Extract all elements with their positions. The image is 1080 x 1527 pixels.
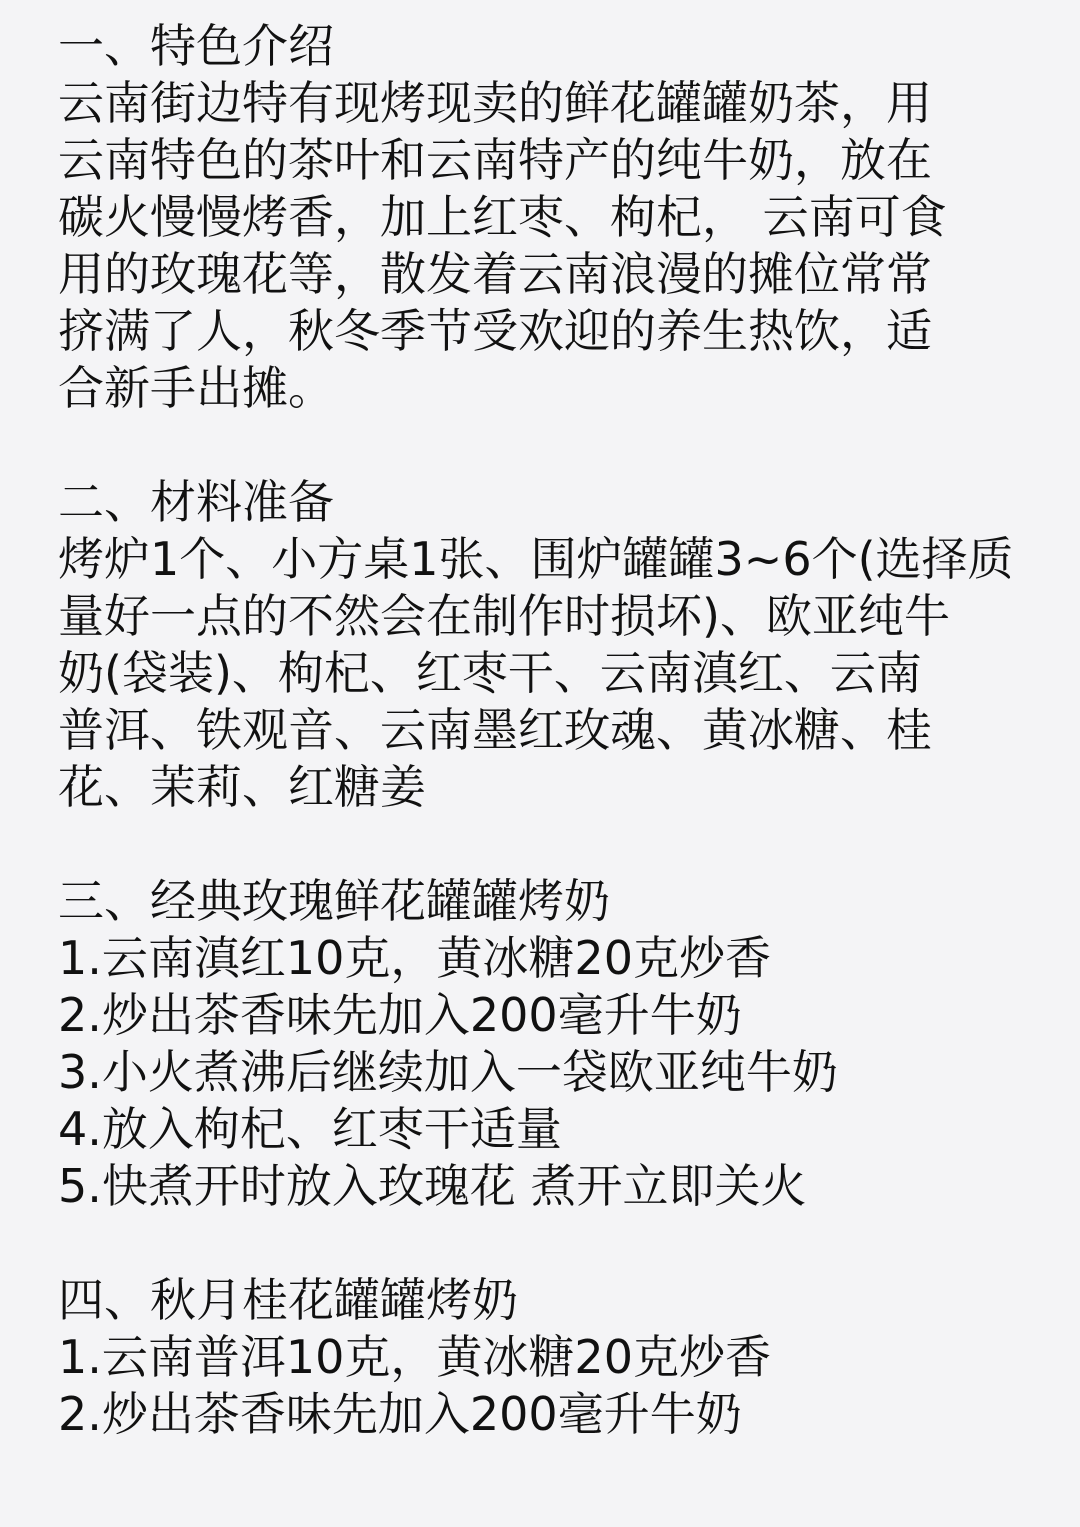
section-osmanthus-recipe [58, 1272, 1022, 1443]
text-line: 云南街边特有现烤现卖的鲜花罐罐奶茶，用 [58, 76, 932, 130]
recipe-step: 3.小火煮沸后继续加入一袋欧亚纯牛奶 [58, 1045, 838, 1099]
recipe-step: 4.放入枸杞、红枣干适量 [58, 1102, 562, 1156]
recipe-step: 1.云南普洱10克，黄冰糖20克炒香 [58, 1330, 771, 1384]
recipe-step: 5.快煮开时放入玫瑰花 煮开立即关火 [58, 1159, 807, 1213]
section-rose-recipe [58, 873, 1022, 1215]
section-title: 四、秋月桂花罐罐烤奶 [58, 1273, 518, 1327]
text-line: 用的玫瑰花等，散发着云南浪漫的摊位常常 [58, 247, 932, 301]
recipe-step: 1.云南滇红10克，黄冰糖20克炒香 [58, 931, 771, 985]
text-line: 普洱、铁观音、云南墨红玫魂、黄冰糖、桂 [58, 703, 932, 757]
recipe-step: 2.炒出茶香味先加入200毫升牛奶 [58, 988, 742, 1042]
text-line: 量好一点的不然会在制作时损坏)、欧亚纯牛 [58, 589, 950, 643]
text-line: 挤满了人，秋冬季节受欢迎的养生热饮，适 [58, 304, 932, 358]
text-line: 云南特色的茶叶和云南特产的纯牛奶，放在 [58, 133, 932, 187]
text-line: 花、茉莉、红糖姜 [58, 760, 426, 814]
section-materials [58, 474, 1022, 816]
text-line: 烤炉1个、小方桌1张、围炉罐罐3~6个(选择质 [58, 532, 1014, 586]
text-line: 合新手出摊。 [58, 361, 334, 415]
recipe-step: 2.炒出茶香味先加入200毫升牛奶 [58, 1387, 742, 1441]
section-title: 二、材料准备 [58, 475, 334, 529]
section-features [58, 18, 1022, 417]
section-title: 三、经典玫瑰鲜花罐罐烤奶 [58, 874, 610, 928]
text-line: 奶(袋装)、枸杞、红枣干、云南滇红、云南 [58, 646, 922, 700]
text-line: 碳火慢慢烤香，加上红枣、枸杞， 云南可食 [58, 190, 947, 244]
section-title: 一、特色介绍 [58, 19, 334, 73]
